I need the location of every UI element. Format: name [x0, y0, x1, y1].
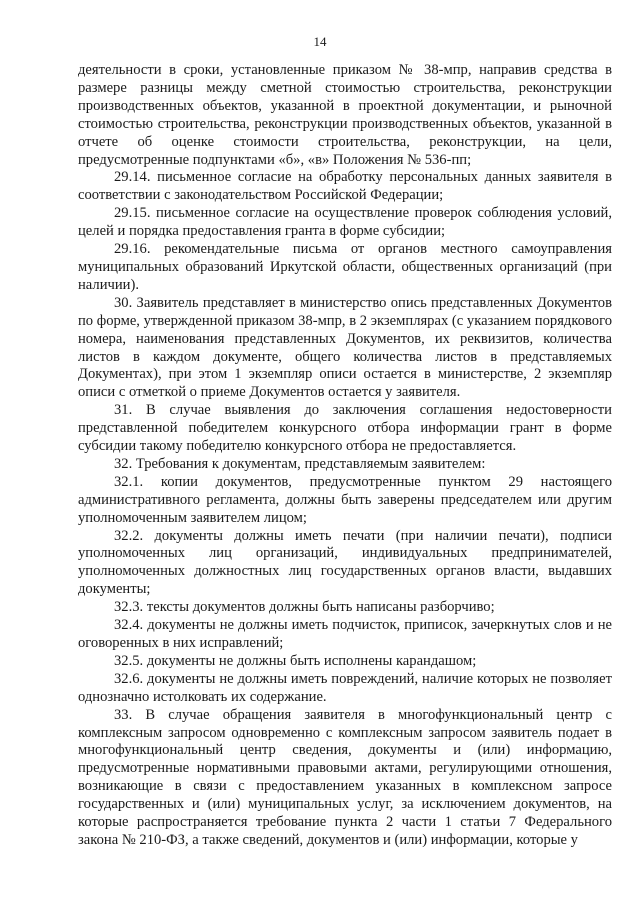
paragraph-32: 32. Требования к документам, представляемым заявителем: [114, 455, 486, 472]
paragraph-29-14: 29.14. письменное согласие на обработку персональных данных заявителя в соответствии с законодательством Российской Федерации; [78, 169, 612, 204]
paragraph-32-1: 32.1. копии документов, предусмотренные пунктом 29 настоящего административного регламента, должны быть заверены председателем или другим уполномоченным заявителем лицом; [78, 473, 612, 526]
paragraph-32-6: 32.6. документы не должны иметь повреждений, наличие которых не позволяет однозначно истолковать их содержание. [78, 670, 612, 705]
paragraph-continuation: деятельности в сроки, установленные приказом № 38-мпр, направив средства в размере разницы между сметной стоимостью строительства, реконструкции производственных объектов, указанной в проектной документации, и рыночной стоимостью строительства, реконструкции производственных объектов, указанной в отчете об оценке стоимости строительства, реконструкции, на цели, предусмотренные подпунктами «б», «в» Положения № 536-пп; [78, 62, 612, 168]
page-number: 14 [313, 34, 327, 49]
paragraph-33: 33. В случае обращения заявителя в многофункциональный центр с комплексным запросом одновременно с комплексным запросом заявитель подает в многофункциональный центр сведения, документы и (или) информацию, предусмотренные нормативными правовыми актами, регулирующими отношения, возникающие в связи с предоставлением указанных в комплексном запросе государственных и (или) муниципальных услуг, за исключением документов, на которые распространяется требование пункта 2 части 1 статьи 7 Федерального закона № 210-ФЗ, а также сведений, документов и (или) информации, которые у [78, 706, 612, 848]
paragraph-29-16: 29.16. рекомендательные письма от органов местного самоуправления муниципальных образований Иркутской области, общественных организаций (при наличии). [78, 241, 612, 293]
paragraph-31: 31. В случае выявления до заключения соглашения недостоверности представленной победителем конкурсного отбора информации грант в форме субсидии такому победителю конкурсного отбора не предоставляется. [78, 402, 612, 455]
paragraph-32-5: 32.5. документы не должны быть исполнены карандашом; [114, 652, 477, 669]
paragraph-32-4: 32.4. документы не должны иметь подчисток, приписок, зачеркнутых слов и не оговоренных в них исправлений; [78, 617, 612, 651]
paragraph-29-15: 29.15. письменное согласие на осуществление проверок соблюдения условий, целей и порядка предоставления гранта в форме субсидии; [78, 205, 612, 240]
paragraph-32-3: 32.3. тексты документов должны быть написаны разборчиво; [114, 599, 495, 616]
paragraph-30: 30. Заявитель представляет в министерство опись представленных Документов по форме, утвержденной приказом 38-мпр, в 2 экземплярах (с указанием порядкового номера, наименования представленных Документов, их реквизитов, количества листов в каждом документе, общего количества листов в представляемых Документах), при этом 1 экземпляр описи остается в министерстве, 2 экземпляр описи с отметкой о приеме Документов остается у заявителя. [78, 294, 612, 401]
document-body [78, 62, 612, 850]
paragraph-32-2: 32.2. документы должны иметь печати (при наличии печати), подписи уполномоченных лиц организаций, индивидуальных предпринимателей, уполномоченных должностных лиц государственных органов власти, выдавших документы; [78, 527, 612, 598]
